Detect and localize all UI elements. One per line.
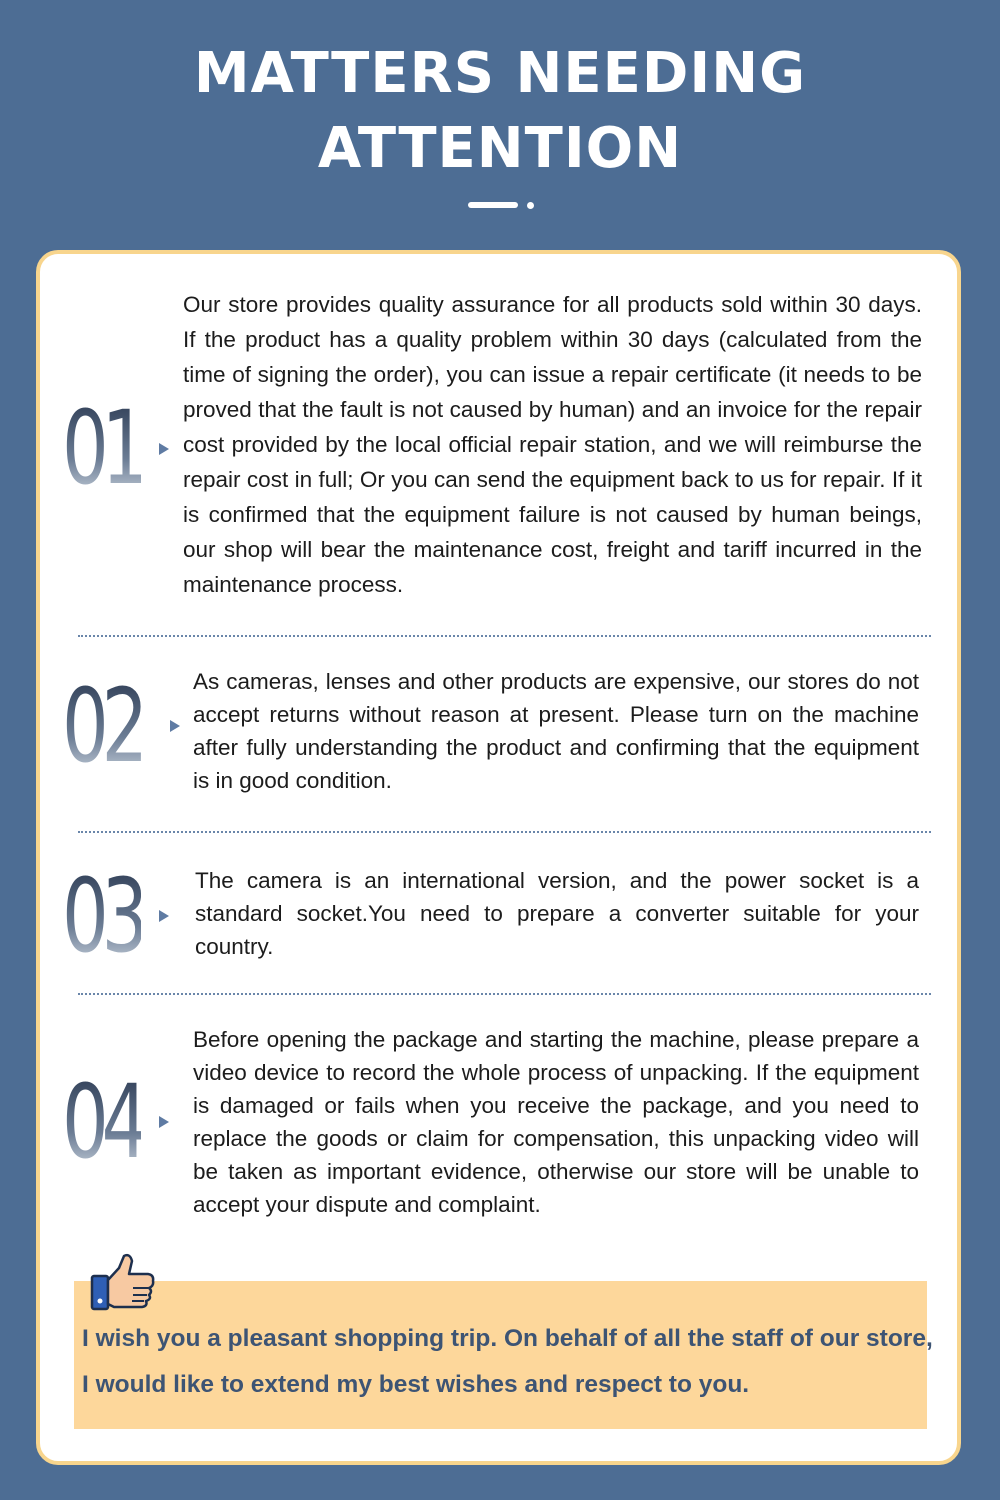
thumbs-up-icon (88, 1250, 158, 1314)
item-number-04: 04 (62, 1063, 142, 1182)
item-number-02: 02 (62, 667, 142, 786)
title-dot-decoration (527, 202, 534, 209)
item-text-01: Our store provides quality assurance for all products sold within 30 days. If the product has a quality problem within 30 days (calculated from the time of signing the order), you can issue a repair certificate (it needs to be proved that the fault is not caused by human) and an invoice for the repair cost provided by the local official repair station, and we will reimburse the repair cost in full; Or you can send the equipment back to us for repair. If it is confirmed that the equipment failure is not caused by human beings, our shop will bear the maintenance cost, freight and tariff incurred in the maintenance process. (183, 292, 922, 597)
item-arrow-icon (159, 1116, 169, 1128)
item-number-03: 03 (62, 857, 142, 976)
item-arrow-icon (170, 720, 180, 732)
item-arrow-icon (159, 443, 169, 455)
page-title-line-2: ATTENTION (317, 116, 683, 181)
footer-line-2: I would like to extend my best wishes and respect to you. (82, 1371, 750, 1398)
dotted-separator (78, 993, 931, 995)
footer-line-1: I wish you a pleasant shopping trip. On behalf of all the staff of our store, (82, 1325, 933, 1352)
dotted-separator (78, 831, 931, 833)
footer-banner (74, 1281, 933, 1429)
item-text-02: As cameras, lenses and other products are expensive, our stores do not accept returns without reason at present. Please turn on the machine after fully understanding the product and confirming that the equipment is in good condition. (193, 669, 919, 793)
title-dash-decoration (468, 202, 518, 208)
item-arrow-icon (159, 910, 169, 922)
page-title-line-1: MATTERS NEEDING (193, 41, 807, 106)
item-text-03: The camera is an international version, and the power socket is a standard socket.You need to prepare a converter suitable for your country. (195, 868, 919, 959)
item-number-01: 01 (62, 389, 142, 508)
item-text-04: Before opening the package and starting the machine, please prepare a video device to record the whole process of unpacking. If the equipment is damaged or fails when you receive the package, and you need to replace the goods or claim for compensation, this unpacking video will be taken as important evidence, otherwise our store will be unable to accept your dispute and complaint. (193, 1027, 919, 1217)
dotted-separator (78, 635, 931, 637)
